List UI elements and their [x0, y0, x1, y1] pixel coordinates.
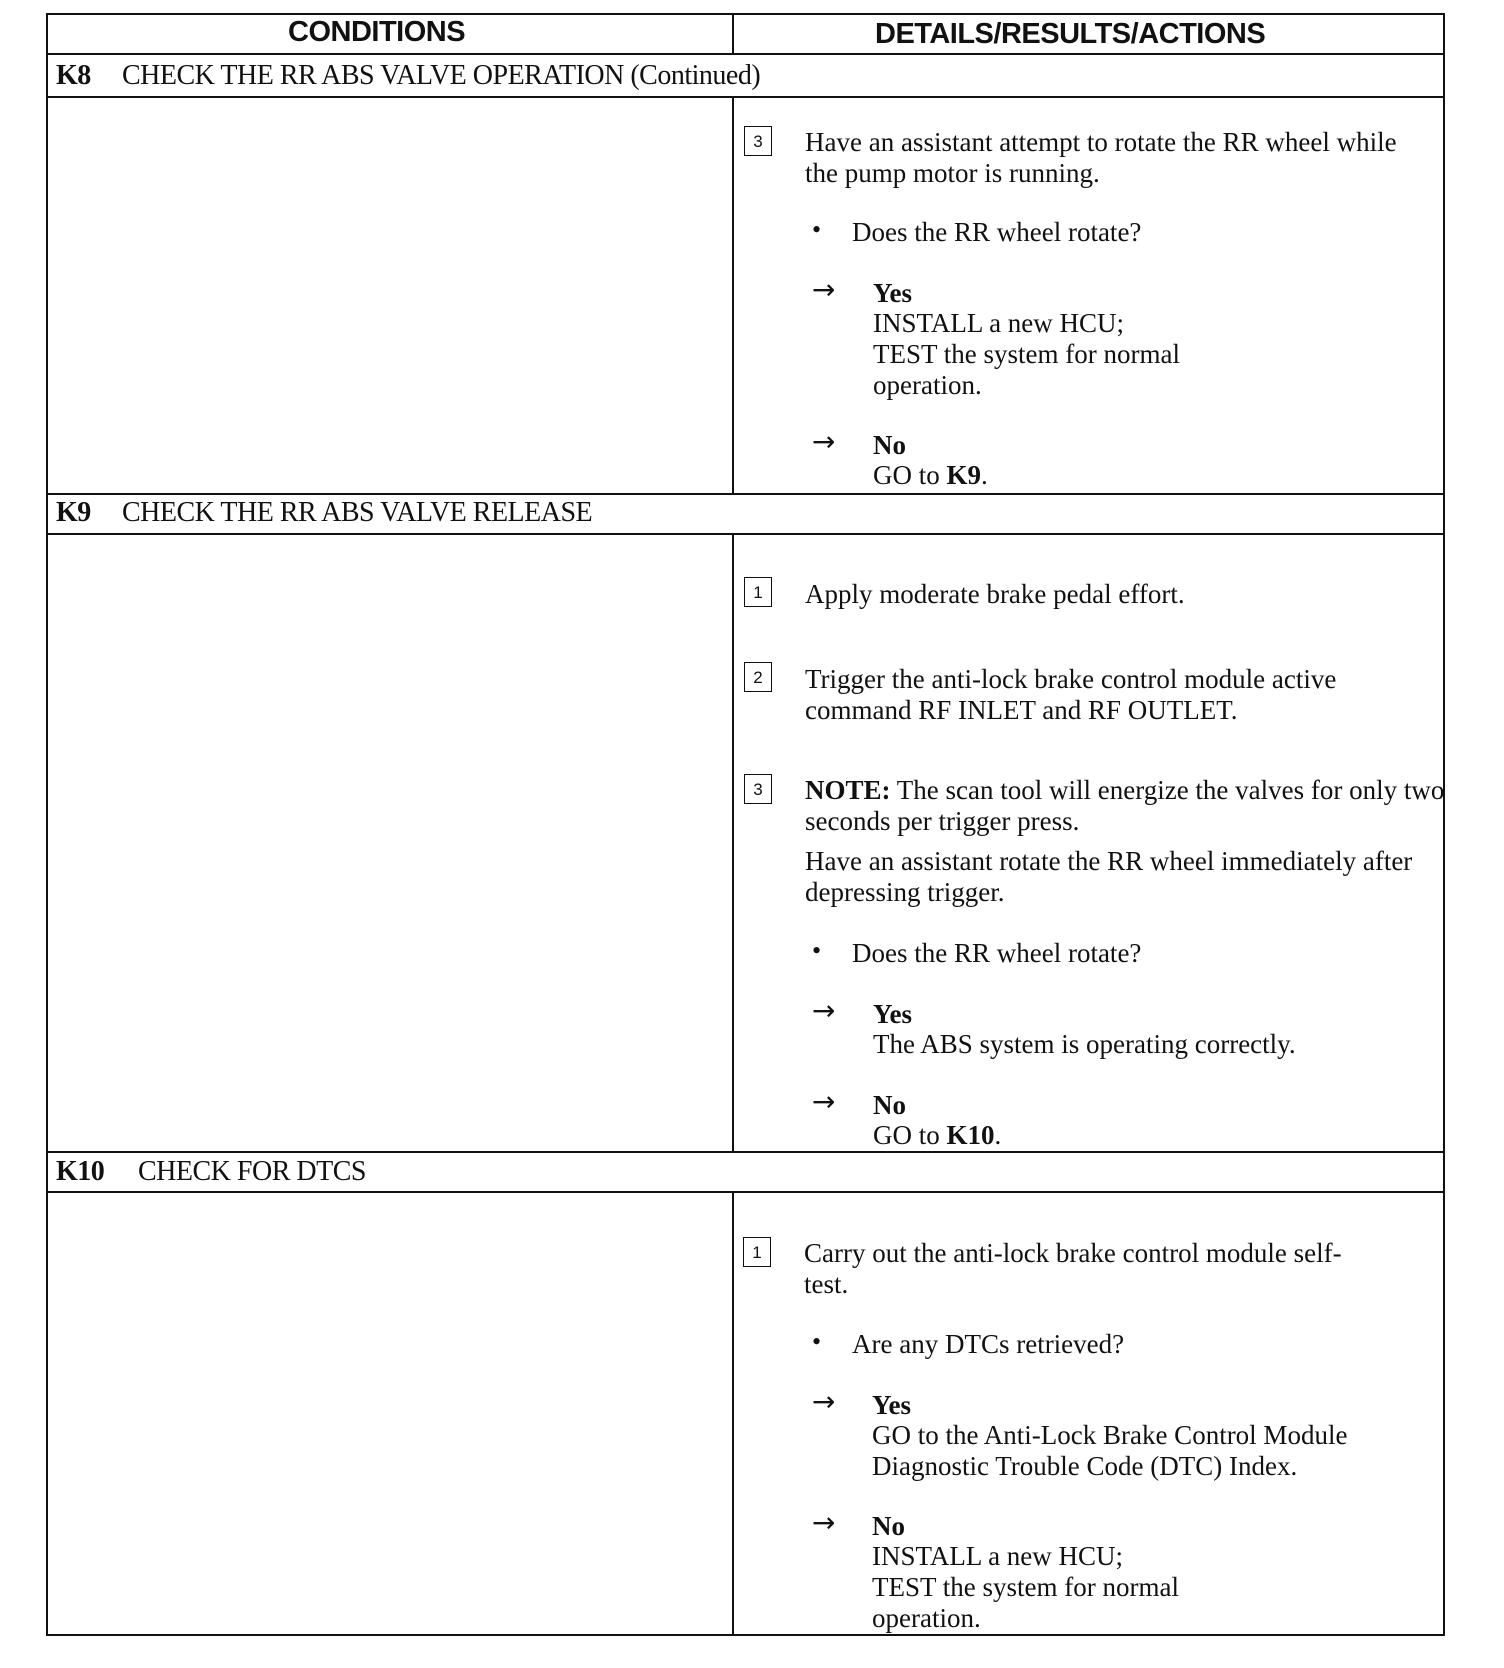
k10-step-1-box: 1 [743, 1237, 771, 1267]
k8-yes-line2: TEST the system for normal operation. [873, 339, 1180, 400]
column-divider-k8 [732, 96, 734, 495]
rule-k8-title [46, 96, 1445, 98]
k8-yes-arrow-icon: → [812, 273, 836, 306]
k10-yes-text: GO to the Anti-Lock Brake Control Module Diagnostic Trouble Code (DTC) Index. [872, 1420, 1348, 1481]
conditions-header: CONDITIONS [288, 16, 466, 48]
k8-question-bullet: • [812, 215, 822, 244]
table-border-left [46, 13, 48, 1636]
column-divider-k9 [732, 533, 734, 1153]
k9-no-label: No [873, 1090, 906, 1120]
k8-step-3-text: Have an assistant attempt to rotate the RR wheel while the pump motor is running. [805, 127, 1397, 188]
k8-yes-line1: INSTALL a new HCU; [873, 308, 1125, 338]
column-divider-k10 [732, 1191, 734, 1636]
k10-code: K10 [56, 1156, 105, 1187]
k10-no-label: No [872, 1511, 905, 1541]
k8-no-target: K9 [946, 460, 982, 490]
table-border-bottom [46, 1634, 1445, 1636]
k9-no-arrow-icon: → [812, 1085, 836, 1118]
rule-header [46, 53, 1445, 55]
k10-section-title [56, 1156, 366, 1188]
k9-no-target: K10 [946, 1120, 995, 1150]
k8-yes-label: Yes [873, 278, 912, 308]
k9-step-3-box: 3 [744, 774, 772, 804]
k10-yes-arrow-icon: → [812, 1385, 836, 1418]
k8-question: Does the RR wheel rotate? [852, 217, 1142, 247]
k9-yes-label: Yes [873, 999, 912, 1029]
k10-no-arrow-icon: → [812, 1506, 836, 1539]
k8-no-action [873, 460, 988, 491]
k10-question: Are any DTCs retrieved? [852, 1329, 1125, 1359]
k8-code: K8 [56, 60, 91, 91]
k9-step-2-box: 2 [744, 662, 772, 692]
k9-no-prefix: GO to [873, 1120, 947, 1150]
k9-yes-text: The ABS system is operating correctly. [873, 1029, 1296, 1059]
k9-no-suffix: . [994, 1120, 1002, 1150]
k8-no-arrow-icon: → [812, 425, 836, 458]
k8-section-title [56, 60, 760, 92]
k10-yes-label: Yes [872, 1390, 911, 1420]
k10-no-line1: INSTALL a new HCU; [872, 1541, 1124, 1571]
k9-step-3-text: Have an assistant rotate the RR wheel immediately after depressing trigger. [805, 846, 1413, 907]
k9-no-action [873, 1120, 1001, 1151]
k9-section-title [56, 497, 592, 529]
rule-k9-top [46, 493, 1445, 495]
table-border-top [46, 13, 1445, 15]
k9-note-text: The scan tool will energize the valves for only two seconds per trigger press. [805, 775, 1445, 836]
k10-no-line2: TEST the system for normal operation. [872, 1572, 1179, 1633]
k8-step-3-box: 3 [744, 126, 772, 156]
k8-no-prefix: GO to [873, 460, 947, 490]
k8-no-label: No [873, 430, 906, 460]
k9-question: Does the RR wheel rotate? [852, 938, 1142, 968]
column-divider-header [732, 13, 734, 55]
k9-question-bullet: • [812, 936, 822, 965]
k9-title: CHECK THE RR ABS VALVE RELEASE [122, 497, 593, 528]
rule-k10-top [46, 1151, 1445, 1153]
k9-step-1-box: 1 [744, 577, 772, 607]
rule-k10-title [46, 1191, 1445, 1193]
k10-step-1-text: Carry out the anti-lock brake control module self-test. [804, 1238, 1342, 1299]
k8-title: CHECK THE RR ABS VALVE OPERATION (Continued) [122, 60, 761, 91]
k9-step-1-text: Apply moderate brake pedal effort. [805, 579, 1185, 609]
k10-title: CHECK FOR DTCS [138, 1156, 366, 1187]
k8-no-suffix: . [981, 460, 988, 490]
k9-step-2-text: Trigger the anti-lock brake control module active command RF INLET and RF OUTLET. [805, 664, 1337, 725]
rule-k9-title [46, 533, 1445, 535]
k9-code: K9 [56, 497, 91, 528]
details-header: DETAILS/RESULTS/ACTIONS [875, 18, 1266, 50]
k9-note [805, 775, 1445, 837]
k10-question-bullet: • [812, 1327, 822, 1356]
k9-yes-arrow-icon: → [812, 994, 836, 1027]
k9-note-label: NOTE: [805, 775, 891, 805]
